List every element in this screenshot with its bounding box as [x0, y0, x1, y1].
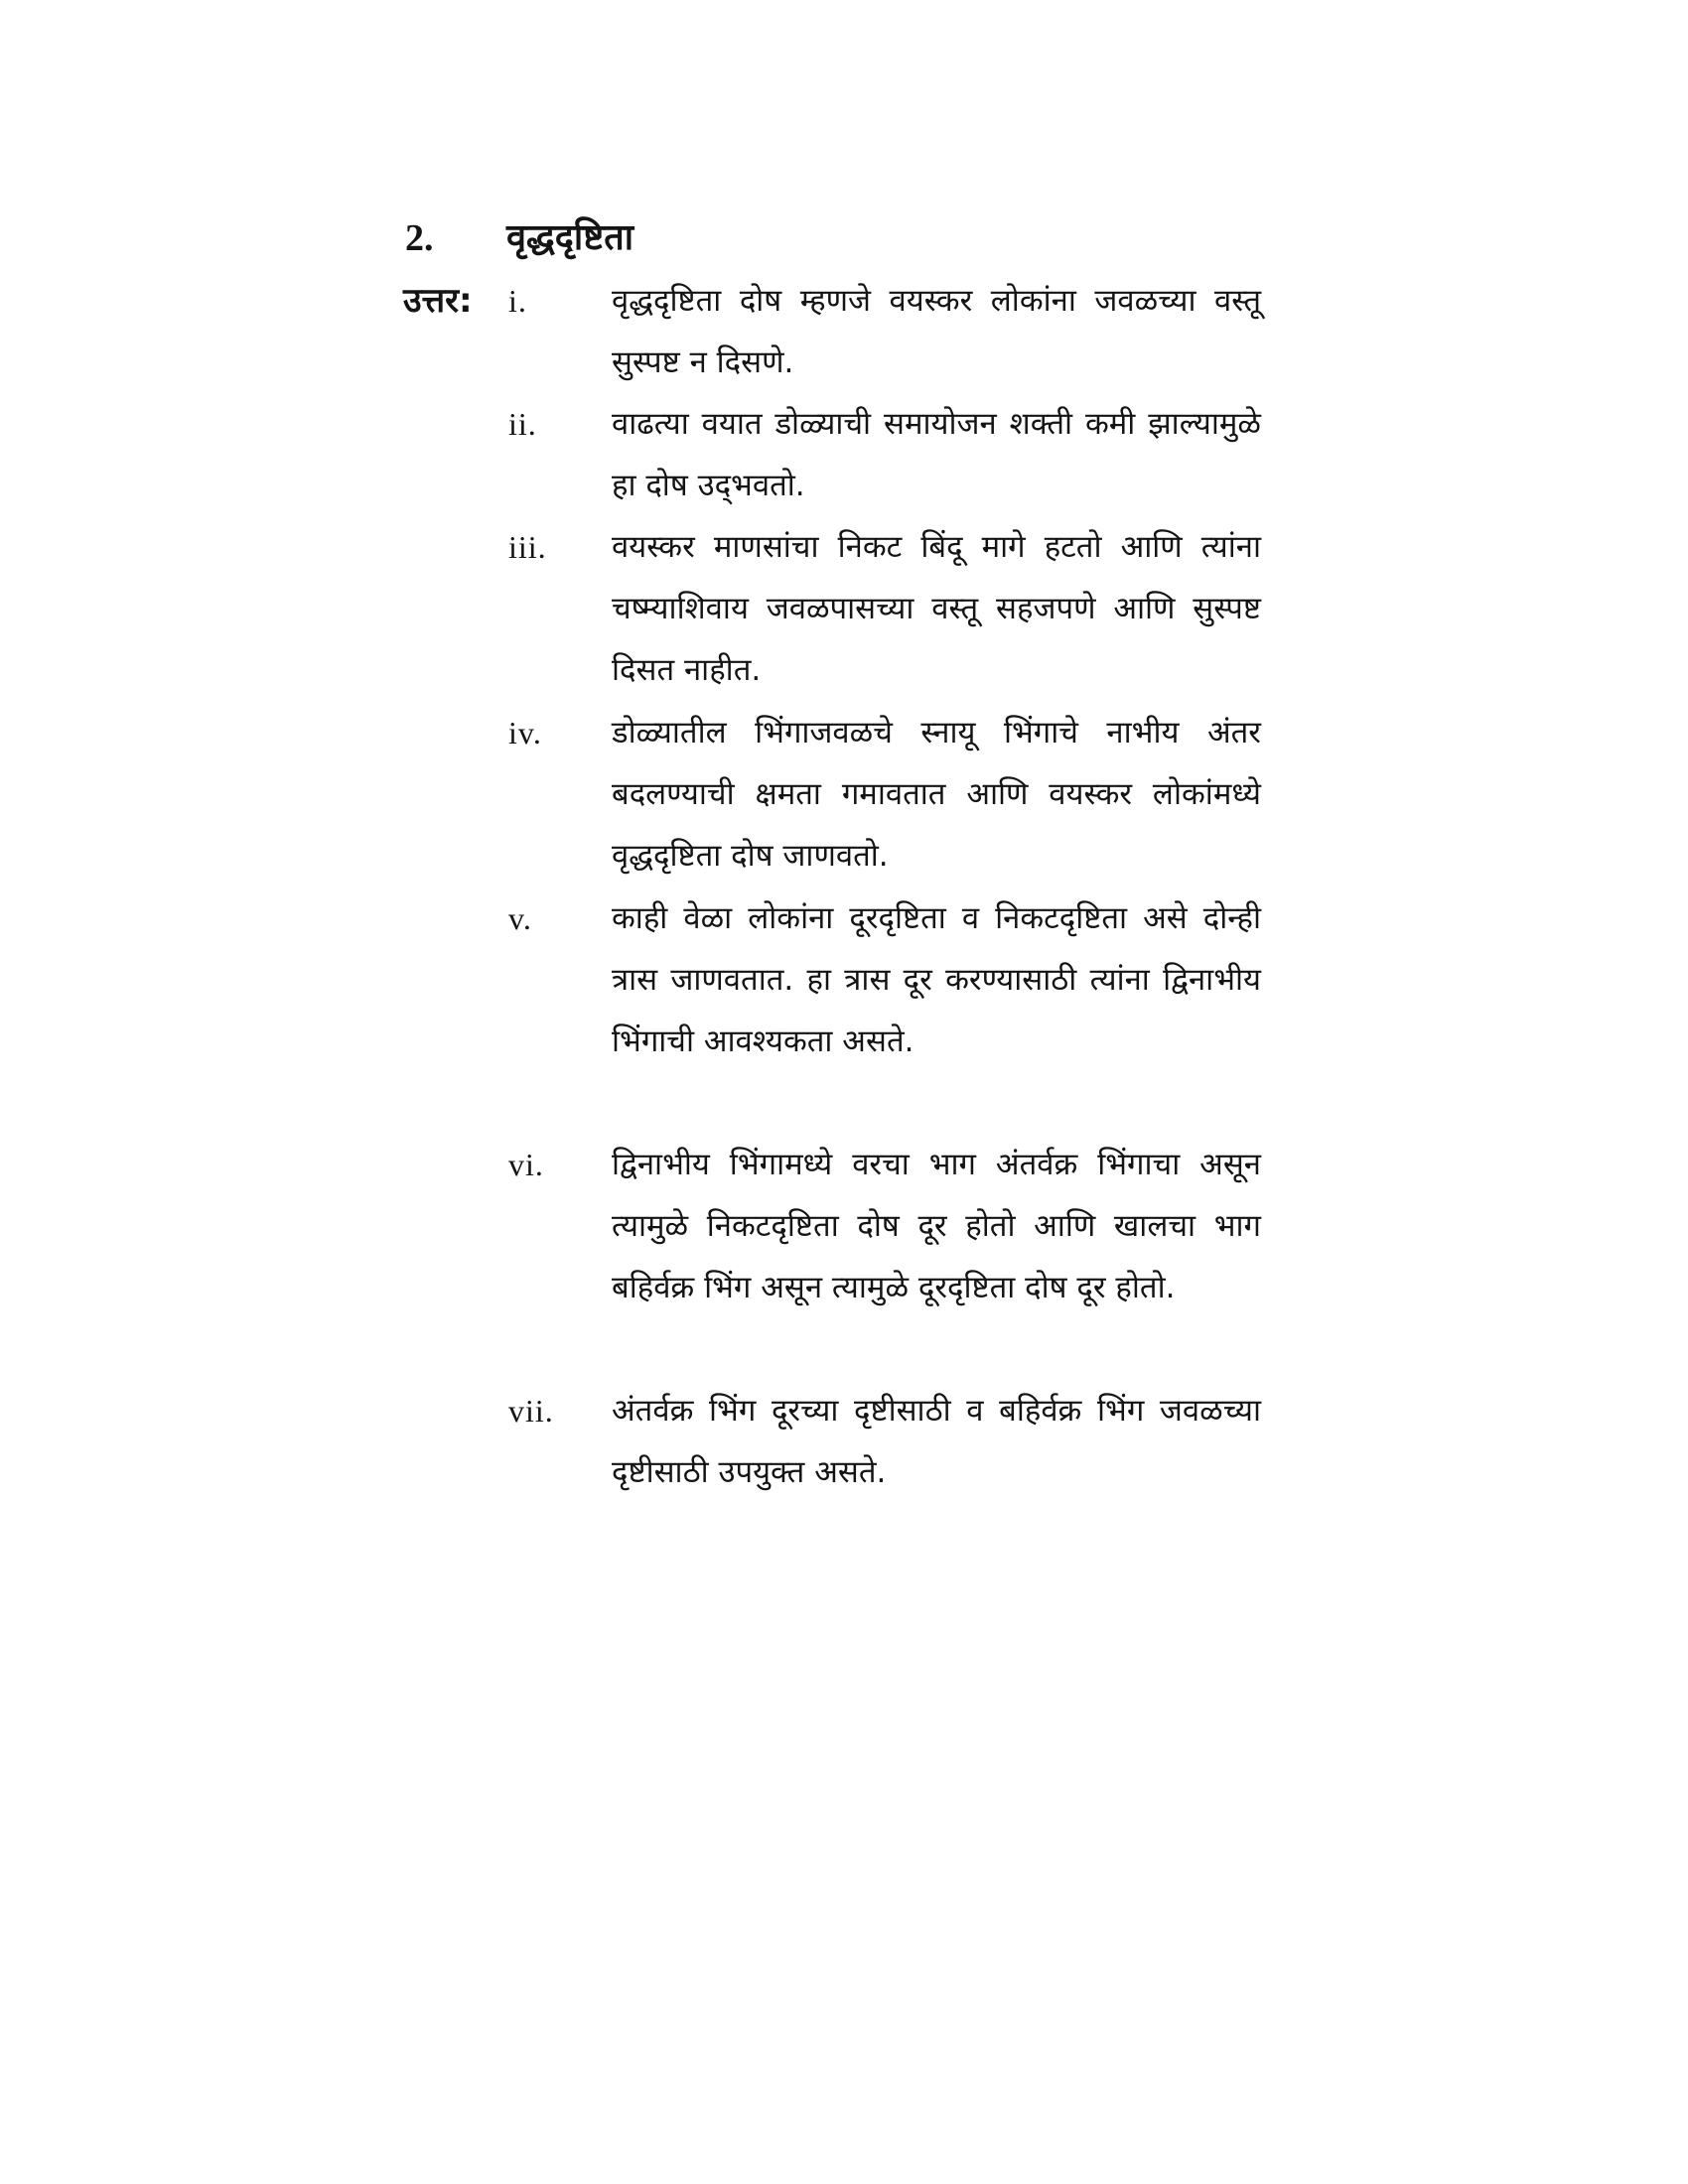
item-numeral: ii.: [508, 406, 537, 442]
item-numeral: iv.: [508, 715, 542, 751]
answer-label: उत्तर:: [403, 281, 473, 321]
item-text: वयस्कर माणसांचा निकट बिंदू मागे हटतो आणि त्यांना चष्म्याशिवाय जवळपासच्या वस्तू सहजपणे आणि सुस्पष्ट दिसत नाहीत.: [612, 529, 1261, 688]
section-number: 2.: [405, 217, 434, 259]
item-numeral: vii.: [508, 1393, 554, 1429]
item-text: डोळ्यातील भिंगाजवळचे स्नायू भिंगाचे नाभीय अंतर बदलण्याची क्षमता गमावतात आणि वयस्कर लोकांमध्ये वृद्धदृष्टिता दोष जाणवतो.: [612, 715, 1261, 874]
item-text: द्विनाभीय भिंगामध्ये वरचा भाग अंतर्वक्र भिंगाचा असून त्यामुळे निकटदृष्टिता दोष दूर होतो आणि खालचा भाग बहिर्वक्र भिंग असून त्यामुळे दूरदृष्टिता दोष दूर होतो.: [612, 1147, 1261, 1305]
item-text: वृद्धदृष्टिता दोष म्हणजे वयस्कर लोकांना जवळच्या वस्तू सुस्पष्ट न दिसणे.: [612, 283, 1261, 380]
item-text: वाढत्या वयात डोळ्याची समायोजन शक्ती कमी झाल्यामुळे हा दोष उद्‌भवतो.: [612, 406, 1261, 503]
item-numeral: iii.: [508, 529, 547, 565]
item-numeral: i.: [508, 283, 527, 319]
section-heading: [405, 204, 1299, 273]
section-title: वृद्धदृष्टिता: [506, 217, 634, 258]
item-text: अंतर्वक्र भिंग दूरच्या दृष्टीसाठी व बहिर्वक्र भिंग जवळच्या दृष्टीसाठी उपयुक्त असते.: [612, 1393, 1261, 1490]
item-numeral: v.: [508, 900, 532, 936]
item-numeral: vi.: [508, 1147, 544, 1182]
item-text: काही वेळा लोकांना दूरदृष्टिता व निकटदृष्टिता असे दोन्ही त्रास जाणवतात. हा त्रास दूर करण्यासाठी त्यांना द्विनाभीय भिंगाची आवश्यकता असते.: [612, 900, 1261, 1059]
